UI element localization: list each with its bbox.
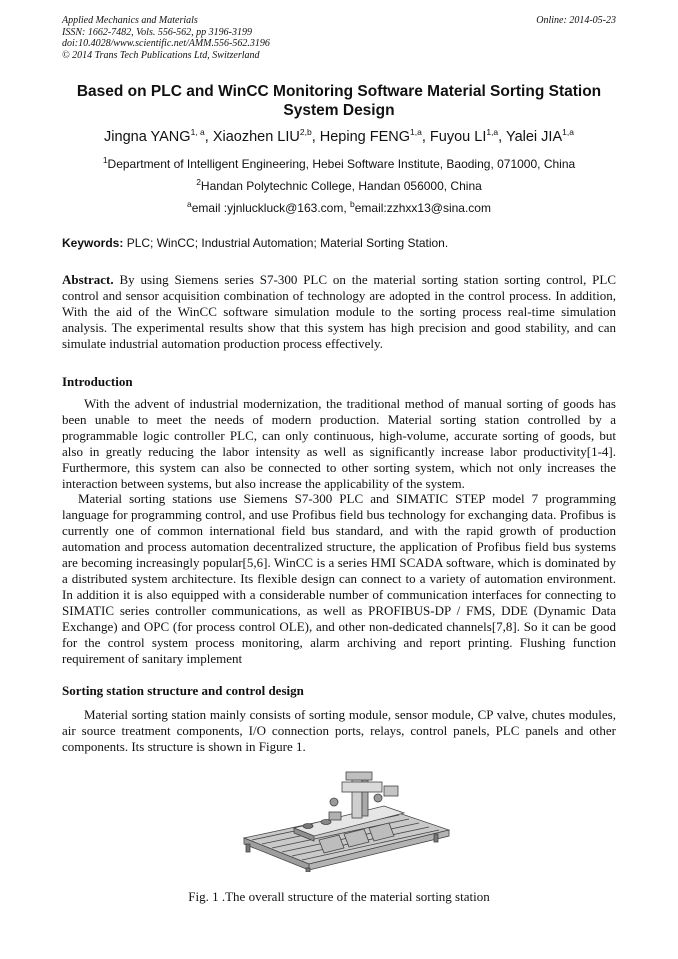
doi-line: doi:10.4028/www.scientific.net/AMM.556-562.3196 (62, 38, 270, 49)
keywords-text: PLC; WinCC; Industrial Automation; Material Sorting Station. (123, 236, 449, 250)
author: Xiaozhen LIU$^{2,b}$, (212, 127, 320, 145)
abstract-label: Abstract. (62, 272, 114, 287)
keywords (62, 236, 616, 251)
paper-title (40, 82, 638, 120)
author: Jingna YANG$^{1, a}$, (104, 127, 213, 145)
section-heading-sorting-station: Sorting station structure and control design (62, 683, 304, 698)
journal-header (62, 15, 616, 61)
sorting-station-figure (234, 768, 454, 872)
online-date: Online: 2014-05-23 (536, 15, 616, 26)
figure-caption: Fig. 1 .The overall structure of the material sorting station (188, 889, 490, 904)
author: Fuyou LI$^{1,a}$, (429, 127, 506, 145)
keywords-label: Keywords: (62, 236, 124, 250)
intro-paragraph-1: With the advent of industrial modernization, the traditional method of manual sorting of goods has been unable to meet the needs of modern production. Material sorting station controlled by a programmable logic controller PLC, can only continuous, high-volume, accurate sorting of goods, but also in greatly reducing the labor intensity as well as significantly increase labor productivity[1-4]. Furthermore, this system can also be connected to other sorting system, which not only increases the interaction between systems, but also increase the applicability of the system. (62, 396, 616, 491)
abstract (62, 272, 616, 352)
affiliation-1: $^1$Department of Intelligent Engineering, Hebei Software Institute, Baoding, 071000, China (102, 155, 576, 171)
copyright-line: © 2014 Trans Tech Publications Ltd, Switzerland (62, 49, 260, 61)
title-line-2: System Design (283, 102, 395, 119)
section-heading-introduction: Introduction (62, 374, 133, 389)
journal-name: Applied Mechanics and Materials (62, 15, 198, 26)
issn-line: ISSN: 1662-7482, Vols. 556-562, pp 3196-3199 (62, 26, 252, 38)
affiliation-2: $^2$Handan Polytechnic College, Handan 056000, China (196, 177, 482, 193)
title-line-1: Based on PLC and WinCC Monitoring Software Material Sorting Station (76, 83, 602, 100)
author-list (40, 128, 638, 146)
abstract-text: By using Siemens series S7-300 PLC on the material sorting station sorting control, PLC control and sensor acquisition combination of technology are adopted in the control process. In addition, With the aid of the WinCC software simulation module to the sorting process real-time simulation analysis. The experimental results show that this system has high precision and good stability, and can simulate industrial automation production process effectively. (62, 272, 616, 351)
intro-paragraph-2: Material sorting stations use Siemens S7-300 PLC and SIMATIC STEP model 7 programming language for programming control, and use Profibus field bus technology for exchanging data. Profibus is currently one of common international field bus standard, and with the rapid growth of production automation and process automation decentralized structure, the application of Profibus field bus systems are becoming increasingly popular[5,6]. WinCC is a series HMI SCADA software, which is dominated by a distributed system architecture. Its flexible design can connect to a variety of automation environment. In addition it is also equipped with a considerable number of communication interfaces for connecting to SIMATIC series controller communications, as well as PROFIBUS-DP / FMS, DDE (Dynamic Data Exchange) and OPC (for process control OLE), and other non-dedicated channels[7,8]. So it can be good for the control system process monitoring, alarm archiving and report printing. Flushing function requirement of sanitary implement (62, 491, 616, 666)
author: Heping FENG$^{1,a}$, (319, 127, 430, 145)
author: Yalei JIA$^{1,a}$ (505, 127, 574, 145)
author-emails: $^a$email :yjnluckluck@163.com, $^b$email:zzhxx13@sina.com (187, 199, 491, 215)
sorting-paragraph-1: Material sorting station mainly consists of sorting module, sensor module, CP valve, chutes modules, air source treatment components, I/O connection ports, relays, control panels, PLC panels and other components. Its structure is shown in Figure 1. (62, 707, 616, 754)
